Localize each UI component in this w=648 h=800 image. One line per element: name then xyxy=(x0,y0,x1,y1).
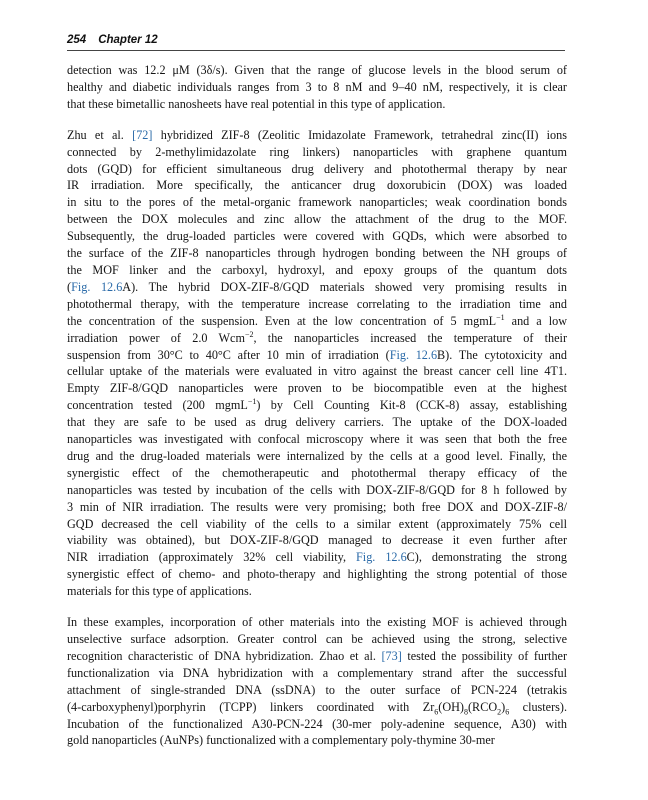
citation-link[interactable]: [73] xyxy=(381,648,402,663)
text-line: healthy and diabetic individuals ranges from 3 to 8 nM and 9–40 nM, respectively, it is clear xyxy=(67,79,567,94)
subscript: 8 xyxy=(464,707,468,717)
running-header xyxy=(67,30,565,48)
text-line: Subsequently, the drug-loaded particles were covered with GQDs, which were absorbed to xyxy=(67,229,567,244)
text-line: photothermal therapy, with the temperature increase correlating to the irradiation time and xyxy=(67,296,567,311)
text-line: nanoparticles was tested by incubation of the cells with DOX-ZIF-8/GQD for 8 h followed by xyxy=(67,482,567,497)
body-text xyxy=(67,62,567,749)
text-line: connected by 2-methylimidazolate ring linkers) nanoparticles with graphene quantum xyxy=(67,144,567,159)
text-line: in situ to the pores of the metal-organic framework nanoparticles; weak coordination bonds xyxy=(67,195,567,210)
page-number: 254 xyxy=(67,34,87,46)
text-line: GQD decreased the cell viability of the cells to a similar extent (approximately 75% cell xyxy=(67,516,567,531)
text-line: gold nanoparticles (AuNPs) functionalized with a complementary poly-thymine 30-mer xyxy=(67,733,495,748)
text-line: concentration tested (200 mgmL$^{-1}$) by Cell Counting Kit-8 (CCK-8) assay, establishing xyxy=(67,397,568,413)
text-line: attachment of single-stranded DNA (ssDNA) to the outer surface of PCN-224 (tetrakis xyxy=(67,682,567,697)
superscript: −1 xyxy=(496,312,505,322)
text-line: functionalization via DNA hybridization with a complementary strand after the successful xyxy=(67,665,567,680)
text-line: that they are safe to be used as drug delivery carriers. The uptake of the DOX-loaded xyxy=(67,415,567,430)
paragraph xyxy=(67,127,567,600)
subscript: 6 xyxy=(505,707,510,717)
citation-link[interactable]: Fig. 12.6 xyxy=(71,279,123,294)
text-line: unselective surface adsorption. Greater control can be achieved using the strong, selective xyxy=(67,632,567,646)
paragraph xyxy=(67,614,567,749)
text-line: irradiation power of 2.0 Wcm$^{-2}$, the nanoparticles increased the temperature of their xyxy=(67,329,567,345)
text-line: recognition characteristic of DNA hybridization. Zhao et al. [73] tested the possibility of further xyxy=(67,648,568,663)
text-line: suspension from 30°C to 40°C after 10 min of irradiation (Fig. 12.6B). The cytotoxicity and xyxy=(67,347,567,362)
text-line: Incubation of the functionalized A30-PCN-224 (30-mer poly-adenine sequence, A30) with xyxy=(67,716,567,731)
text-line: that these bimetallic nanosheets have real potential in this type of application. xyxy=(67,96,446,111)
text-line: drug and the drug-loaded materials were internalized by the cells at a good level. Finally, the xyxy=(67,448,567,463)
text-line: In these examples, incorporation of other materials into the existing MOF is achieved through xyxy=(67,615,567,630)
text-line: the surface of the ZIF-8 nanoparticles through hydrogen bonding between the NH groups of xyxy=(67,246,567,261)
text-line: synergistic effect of the chemotherapeutic and photothermal therapy efficacy of the xyxy=(67,465,567,480)
text-line: (Fig. 12.6A). The hybrid DOX-ZIF-8/GQD materials showed very promising results in xyxy=(67,279,567,294)
text-line: the concentration of the suspension. Even at the low concentration of 5 mgmL$^{-1}$ and a low xyxy=(67,312,567,328)
text-line: materials for this type of applications. xyxy=(67,584,252,599)
text-line: NIR irradiation (approximately 32% cell viability, Fig. 12.6C), demonstrating the strong xyxy=(67,550,567,565)
text-line: detection was 12.2 μM (3δ/s). Given that the range of glucose levels in the blood serum of xyxy=(67,63,567,77)
text-line: IR irradiation. More specifically, the anticancer drug doxorubicin (DOX) was loaded xyxy=(67,178,567,193)
subscript: 2 xyxy=(497,707,502,717)
text-line: Empty ZIF-8/GQD nanoparticles were proven to be biocompatible even at the highest xyxy=(67,381,567,396)
text-line: viability was obtained), but DOX-ZIF-8/GQD managed to decrease it even further after xyxy=(67,533,567,548)
text-line: the MOF linker and the carboxyl, hydroxyl, and epoxy groups of the quantum dots xyxy=(67,262,567,277)
header-rule xyxy=(67,50,565,51)
text-line: cellular uptake of the materials were evaluated in vitro against the breast cancer cell line 4T1. xyxy=(67,364,567,379)
subscript: 6 xyxy=(434,707,439,717)
text-line: nanoparticles was investigated with confocal microscopy where it was seen that both the free xyxy=(67,432,567,447)
text-line: dots (GQD) for efficient simultaneous drug delivery and photothermal therapy by near xyxy=(67,161,567,176)
superscript: −2 xyxy=(244,329,254,339)
text-line: 3 min of NIR irradiation. The results were very promising; both free DOX and DOX-ZIF-8/ xyxy=(67,499,567,514)
citation-link[interactable]: Fig. 12.6 xyxy=(389,347,438,362)
text-line: Zhu et al. [72] hybridized ZIF-8 (Zeolitic Imidazolate Framework, tetrahedral zinc(II) ions xyxy=(67,127,567,142)
text-line: between the DOX molecules and zinc allow the attachment of the drug to the MOF. xyxy=(67,212,567,227)
text-line: (4-carboxyphenyl)porphyrin (TCPP) linkers coordinated with $Zr_6(OH)_8(RCO_2)_6$ clusters). xyxy=(67,699,567,717)
citation-link[interactable]: [72] xyxy=(132,127,153,142)
paragraph xyxy=(67,62,567,113)
text-line: synergistic effect of chemo- and photo-therapy and highlighting the strong potential of those xyxy=(67,567,567,582)
citation-link[interactable]: Fig. 12.6 xyxy=(356,550,407,565)
superscript: −1 xyxy=(247,397,257,407)
chapter-title: Chapter 12 xyxy=(98,34,158,46)
